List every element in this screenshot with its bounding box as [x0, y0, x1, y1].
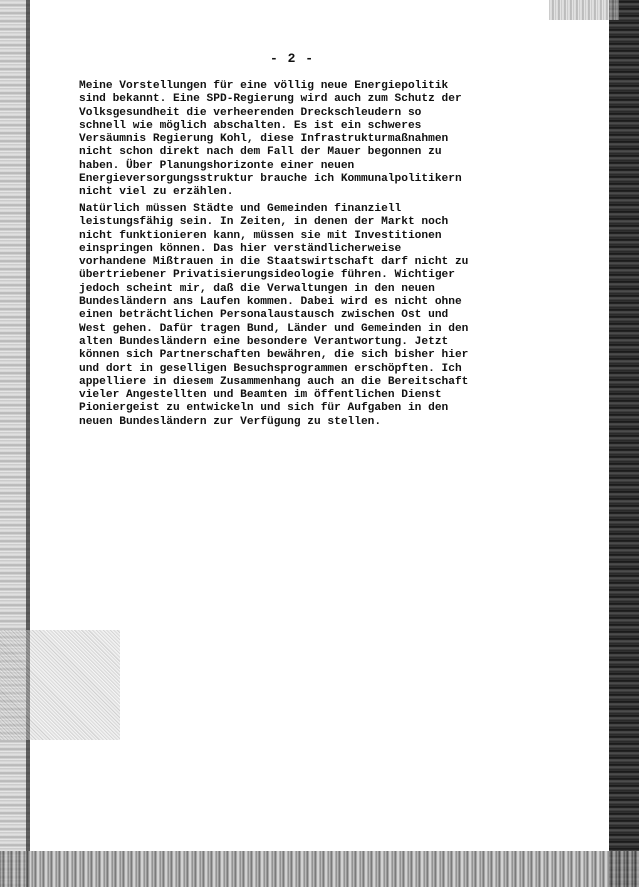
paragraph-municipal-finance: [79, 203, 499, 429]
text-line: alten Bundesländern eine besondere Verantwortung. Jetzt: [79, 335, 449, 348]
text-line: Energieversorgungsstruktur brauche ich Kommunalpolitikern: [79, 173, 462, 186]
text-line: Pioniergeist zu entwickeln und sich für Aufgaben in den: [79, 402, 449, 415]
text-line: Meine Vorstellungen für eine völlig neue Energiepolitik: [79, 80, 449, 92]
scan-noise-right: [609, 0, 639, 887]
text-line: nicht schon direkt nach dem Fall der Mauer begonnen zu: [79, 146, 442, 159]
text-line: Volksgesundheit die verheerenden Dreckschleudern so: [79, 106, 422, 119]
text-line: und dort in geselligen Besuchsprogrammen erschöpften. Ich: [79, 362, 462, 375]
text-line: haben. Über Planungshorizonte einer neuen: [79, 159, 355, 172]
text-line: jedoch scheint mir, daß die Verwaltungen in den neuen: [79, 282, 435, 295]
text-line: leistungsfähig sein. In Zeiten, in denen der Markt noch: [79, 216, 449, 229]
text-line: nicht funktionieren kann, müssen sie mit Investitionen: [79, 229, 442, 242]
text-line: Bundesländern ans Laufen kommen. Dabei wird es nicht ohne: [79, 296, 462, 309]
text-line: übertriebener Privatisierungsideologie führen. Wichtiger: [79, 269, 455, 282]
text-line: können sich Partnerschaften bewähren, die sich bisher hier: [79, 349, 469, 362]
scan-edge-left: [26, 0, 30, 887]
paragraph-energy-policy: [79, 80, 499, 200]
page-number: - 2 -: [270, 51, 315, 66]
text-line: einspringen können. Das hier verständlicherweise: [79, 242, 402, 255]
text-line: einen beträchtlichen Personalaustausch zwischen Ost und: [79, 309, 449, 322]
text-line: neuen Bundesländern zur Verfügung zu stellen.: [79, 415, 382, 428]
text-line: nicht viel zu erzählen.: [79, 186, 234, 199]
scan-noise-bottom: [0, 851, 639, 887]
text-line: Versäumnis Regierung Kohl, diese Infrastrukturmaßnahmen: [79, 133, 449, 146]
text-line: West gehen. Dafür tragen Bund, Länder und Gemeinden in den: [79, 322, 469, 335]
text-line: schnell wie möglich abschalten. Es ist ein schweres: [79, 119, 422, 132]
scan-noise-bottom-left: [0, 630, 120, 740]
text-line: sind bekannt. Eine SPD-Regierung wird auch zum Schutz der: [79, 93, 462, 106]
text-line: vorhandene Mißtrauen in die Staatswirtschaft darf nicht zu: [79, 256, 469, 269]
text-line: Natürlich müssen Städte und Gemeinden finanziell: [79, 203, 402, 215]
text-line: vieler Angestellten und Beamten im öffentlichen Dienst: [79, 389, 442, 402]
scan-noise-top: [549, 0, 619, 20]
text-line: appelliere in diesem Zusammenhang auch an die Bereitschaft: [79, 375, 469, 388]
